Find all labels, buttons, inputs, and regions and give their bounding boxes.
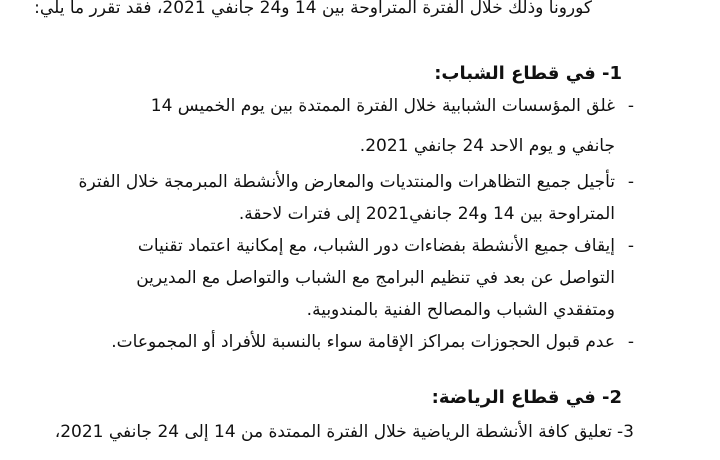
intro-tail: كورونا وذلك خلال الفترة المتراوحة بين 14 و24 جانفي 2021، فقد تقرر ما يلي: (34, 0, 592, 18)
bullet-dash: - (627, 332, 634, 352)
youth-item-1-line-2: جانفي و يوم الاحد 24 جانفي 2021. (359, 136, 615, 156)
sport-item-1-number: 3- (617, 422, 634, 442)
youth-item-3-line-1: إيقاف جميع الأنشطة بفضاءات دور الشباب، مع إمكانية اعتماد تقنيات (137, 236, 615, 256)
bullet-dash: - (627, 172, 634, 192)
youth-item-1-line-1: غلق المؤسسات الشبابية خلال الفترة الممتدة بين يوم الخميس 14 (150, 96, 615, 116)
youth-heading: 1- في قطاع الشباب: (434, 63, 622, 84)
youth-item-2-line-1: تأجيل جميع التظاهرات والمنتديات والمعارض والأنشطة المبرمجة خلال الفترة (78, 172, 615, 192)
youth-item-3-line-2: التواصل عن بعد في تنظيم البرامج مع الشباب والتواصل مع المديرين (136, 268, 615, 288)
sport-heading: 2- في قطاع الرياضة: (431, 387, 622, 408)
bullet-dash: - (627, 236, 634, 256)
youth-item-2-line-2: المتراوحة بين 14 و24 جانفي2021 إلى فترات لاحقة. (238, 204, 615, 224)
youth-item-4-line-1: عدم قبول الحجوزات بمراكز الإقامة سواء بالنسبة للأفراد أو المجموعات. (111, 332, 615, 352)
sport-item-1-line-1: تعليق كافة الأنشطة الرياضية خلال الفترة الممتدة من 14 إلى 24 جانفي 2021، (54, 422, 612, 442)
youth-item-3-line-3: ومتفقدي الشباب والمصالح الفنية بالمندوبية. (306, 300, 615, 320)
bullet-dash: - (627, 96, 634, 116)
